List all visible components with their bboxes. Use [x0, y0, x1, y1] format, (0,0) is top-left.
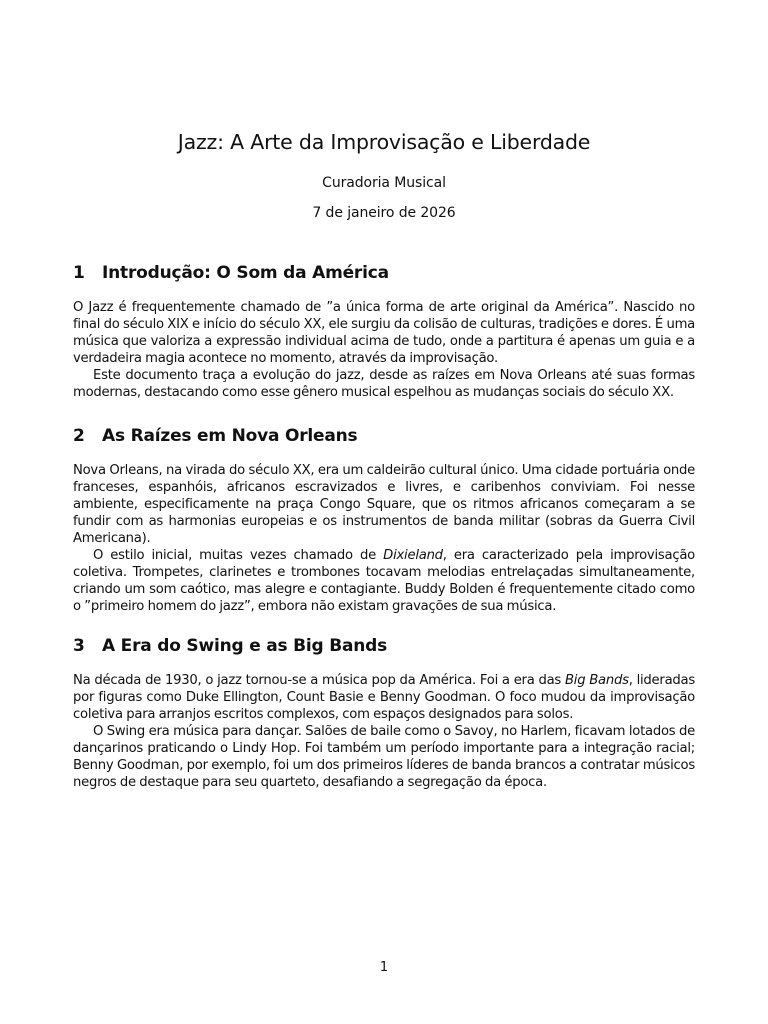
paragraph-text: , era caracterizado pela improvisação coletiva. Trompetes, clarinetes e trombones tocavam melodias entrelaçadas simultaneamente, criando um som caótico, mas alegre e contagiante. Buddy Bolden é frequentemente citado como o ”primeiro homem do jazz”, embora não existam gravações de sua música. — [73, 548, 696, 614]
section-number: 3 — [73, 636, 85, 656]
section-body — [73, 672, 695, 791]
section-number: 1 — [73, 263, 85, 283]
section-title: A Era do Swing e as Big Bands — [102, 636, 388, 656]
paragraph-text: O estilo inicial, muitas vezes chamado de — [93, 548, 384, 563]
section-title: Introdução: O Som da América — [102, 263, 389, 283]
page-number: 1 — [379, 960, 389, 975]
section-number: 2 — [73, 426, 85, 446]
paragraph — [73, 547, 695, 615]
document-date: 7 de janeiro de 2026 — [312, 205, 456, 221]
document-title: Jazz: A Arte da Improvisação e Liberdade — [177, 130, 591, 154]
section-heading — [73, 262, 695, 284]
paragraph: Nova Orleans, na virada do século XX, era um caldeirão cultural único. Uma cidade portuária onde franceses, espanhóis, africanos escravizados e livres, e caribenhos conviviam. Foi nesse ambiente, especificamente na praça Congo Square, que os ritmos africanos começaram a se fundir com as harmonias europeias e os instrumentos de banda militar (sobras da Guerra Civil Americana). — [73, 463, 695, 546]
section-raizes — [73, 425, 695, 615]
section-title: As Raízes em Nova Orleans — [102, 426, 358, 446]
paragraph: O Jazz é frequentemente chamado de ”a única forma de arte original da América”. Nascido no final do século XIX e início do século XX, ele surgiu da colisão de culturas, tradições e dores. É uma música que valoriza a expressão individual acima de tudo, onde a partitura é apenas um guia e a verdadeira magia acontece no momento, através da improvisação. — [73, 300, 695, 366]
paragraph — [73, 672, 695, 723]
paragraph: Este documento traça a evolução do jazz, desde as raízes em Nova Orleans até suas formas modernas, destacando como esse gênero musical espelhou as mudanças sociais do século XX. — [73, 368, 695, 400]
emphasis-text: Dixieland — [383, 548, 443, 563]
section-body — [73, 462, 695, 615]
document-page — [73, 0, 695, 1024]
section-heading — [73, 635, 695, 657]
document-author: Curadoria Musical — [322, 175, 446, 191]
paragraph: O Swing era música para dançar. Salões de baile como o Savoy, no Harlem, ficavam lotados de dançarinos praticando o Lindy Hop. Foi também um período importante para a integração racial; Benny Goodman, por exemplo, foi um dos primeiros líderes de banda brancos a contratar músicos negros de destaque para seu quarteto, desafiando a segregação da época. — [73, 724, 695, 790]
paragraph-text: Na década de 1930, o jazz tornou-se a música pop da América. Foi a era das — [73, 673, 565, 688]
section-swing — [73, 635, 695, 791]
section-body — [73, 299, 695, 401]
emphasis-text: Big Bands — [564, 673, 629, 688]
paragraph-text: , lideradas por figuras como Duke Ellington, Count Basie e Benny Goodman. O foco mudou da improvisação coletiva para arranjos escritos complexos, com espaços designados para solos. — [73, 673, 695, 722]
section-heading — [73, 425, 695, 447]
section-introducao — [73, 262, 695, 401]
